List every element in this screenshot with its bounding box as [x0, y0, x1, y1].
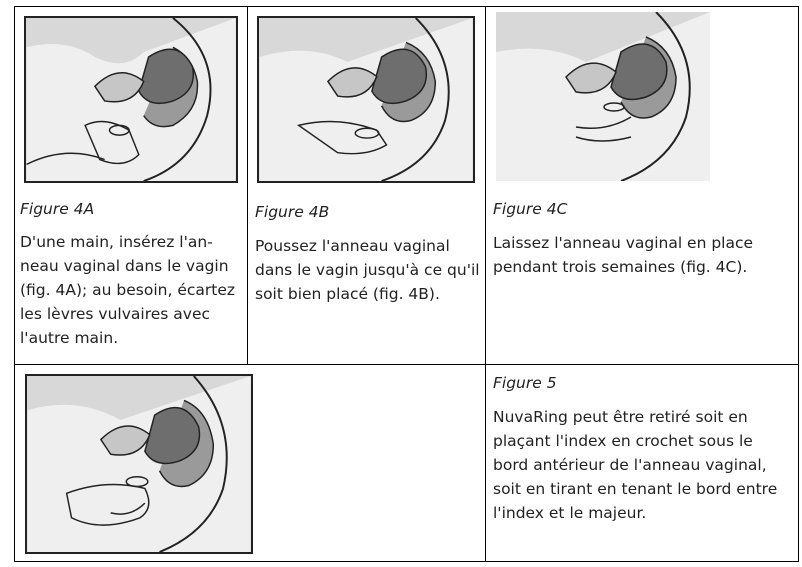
text-line: pendant trois semaines (fig. 4C). — [493, 258, 748, 276]
figure-4a-caption: Figure 4A — [20, 200, 95, 218]
figure-4b-text — [255, 234, 485, 306]
cell-figure-5-text — [486, 365, 798, 561]
figure-4c-text — [493, 231, 793, 279]
text-line: soit bien placé (fig. 4B). — [255, 285, 440, 303]
cell-figure-4b — [248, 7, 485, 364]
figure-4b-caption: Figure 4B — [255, 203, 330, 221]
text-line: les lèvres vulvaires avec — [20, 305, 211, 323]
pushing-ring-icon — [257, 16, 475, 183]
text-line: l'autre main. — [20, 329, 119, 347]
figure-5-text — [493, 405, 793, 525]
ring-in-place-icon — [496, 12, 710, 181]
text-line: NuvaRing peut être retiré soit en — [493, 408, 748, 426]
text-line: neau vaginal dans le vagin — [20, 257, 229, 275]
cell-figure-4a — [15, 7, 247, 364]
text-line: bord antérieur de l'anneau vaginal, — [493, 456, 767, 474]
figure-4c-caption: Figure 4C — [493, 200, 568, 218]
text-line: Poussez l'anneau vaginal — [255, 237, 450, 255]
cell-figure-4c — [486, 7, 798, 364]
text-line: soit en tirant en tenant le bord entre — [493, 480, 778, 498]
table-border-right — [798, 6, 799, 562]
figure-5-caption: Figure 5 — [493, 374, 557, 392]
text-line: Laissez l'anneau vaginal en place — [493, 234, 754, 252]
insertion-with-hand-icon — [24, 16, 238, 183]
text-line: dans le vagin jusqu'à ce qu'il — [255, 261, 480, 279]
cell-figure-5-image — [15, 365, 485, 561]
table-border-bottom — [14, 561, 798, 562]
text-line: (fig. 4A); au besoin, écartez — [20, 281, 236, 299]
figure-4a-text — [20, 230, 244, 350]
text-line: plaçant l'index en crochet sous le — [493, 432, 753, 450]
ring-removal-icon — [25, 374, 253, 554]
text-line: l'index et le majeur. — [493, 504, 647, 522]
text-line: D'une main, insérez l'an- — [20, 233, 213, 251]
